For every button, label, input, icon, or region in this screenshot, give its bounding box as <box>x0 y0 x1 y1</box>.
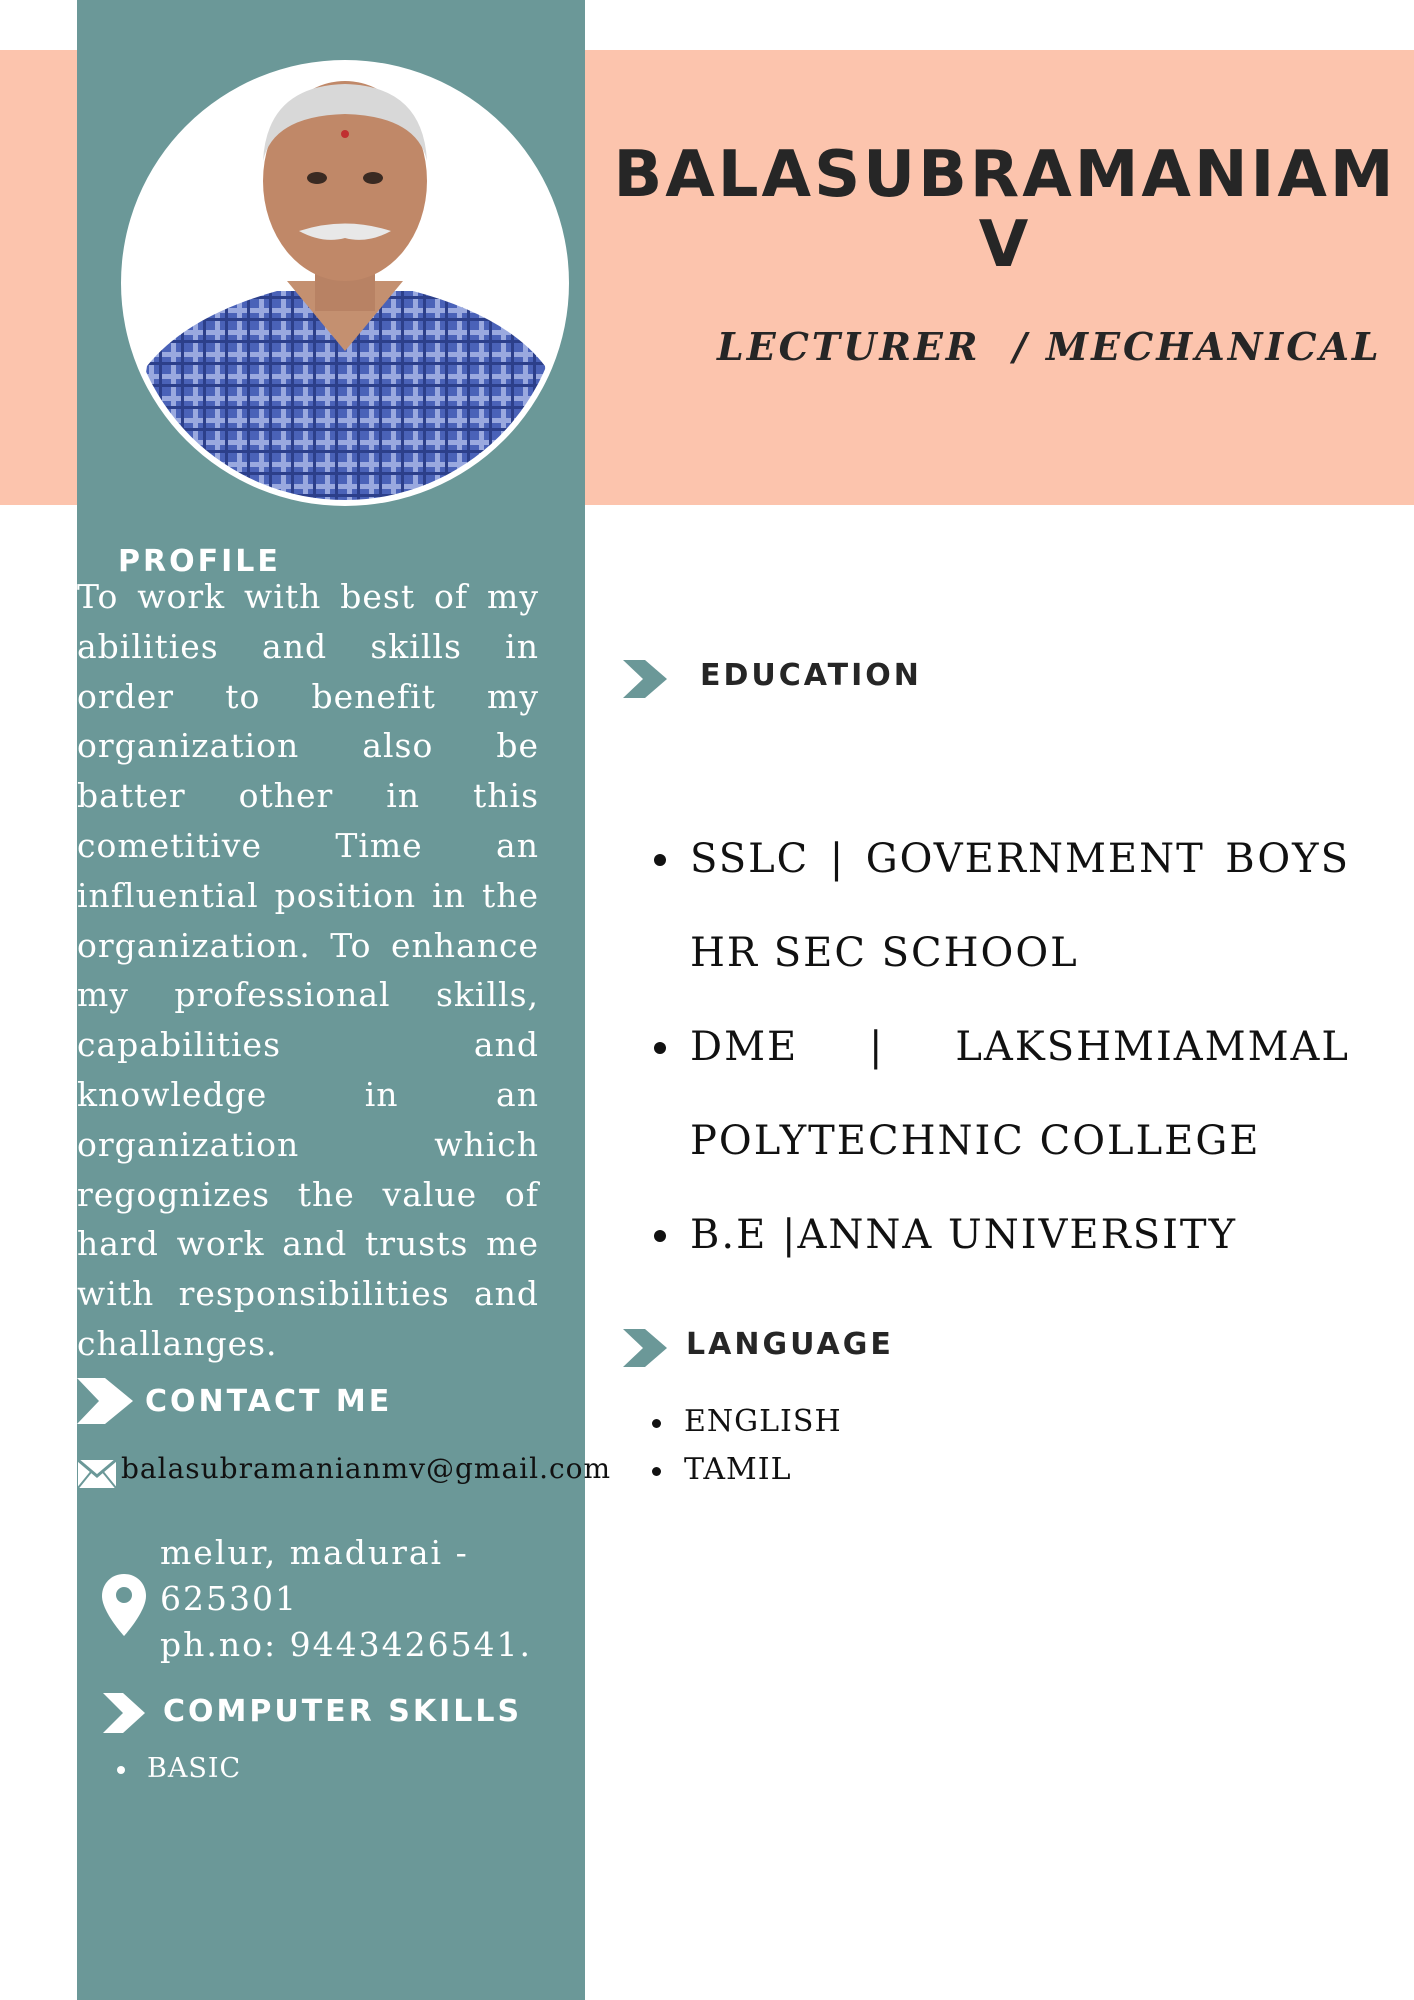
email-address[interactable]: balasubramanianmv@gmail.com <box>121 1452 612 1485</box>
job-title: LECTURER / MECHANICAL <box>717 324 1382 369</box>
computer-skills-heading: COMPUTER SKILLS <box>163 1694 523 1729</box>
chevron-right-icon <box>103 1693 147 1733</box>
list-item: DME | LAKSHMIAMMAL POLYTECHNIC COLLEGE <box>690 1000 1350 1188</box>
contact-heading: CONTACT ME <box>145 1384 393 1419</box>
education-heading: EDUCATION <box>700 658 922 693</box>
skills-list <box>117 1753 241 1784</box>
chevron-right-icon <box>623 1329 669 1367</box>
bullet-icon <box>117 1766 125 1774</box>
chevron-right-icon <box>623 660 669 698</box>
location-pin-icon <box>102 1574 146 1636</box>
phone-number: ph.no: 9443426541. <box>160 1625 533 1664</box>
email-icon <box>77 1459 117 1489</box>
list-item: ENGLISH <box>684 1398 842 1446</box>
person-name: BALASUBRAMANIAM V <box>613 138 1397 282</box>
list-item: BASIC <box>147 1753 242 1784</box>
profile-summary: To work with best of my abilities and skills in order to benefit my organization also be batter other in this cometitive Time an influential position in the organization. To enhance my professional skills, capabilities and knowledge in an organization which regognizes the value of hard work and trusts me with responsibilities and challanges. <box>77 577 539 1363</box>
language-list <box>684 1398 842 1494</box>
profile-heading: PROFILE <box>118 544 281 579</box>
address-block <box>160 1530 532 1668</box>
language-heading: LANGUAGE <box>686 1327 894 1362</box>
list-item: B.E |ANNA UNIVERSITY <box>690 1188 1350 1282</box>
chevron-right-icon <box>77 1378 135 1424</box>
profile-photo <box>121 60 569 506</box>
list-item: SSLC | GOVERNMENT BOYS HR SEC SCHOOL <box>690 812 1350 1000</box>
list-item: TAMIL <box>684 1446 842 1494</box>
education-list <box>690 812 1350 1282</box>
postal-code: 625301 <box>160 1579 298 1618</box>
address-line: melur, madurai - <box>160 1533 469 1572</box>
